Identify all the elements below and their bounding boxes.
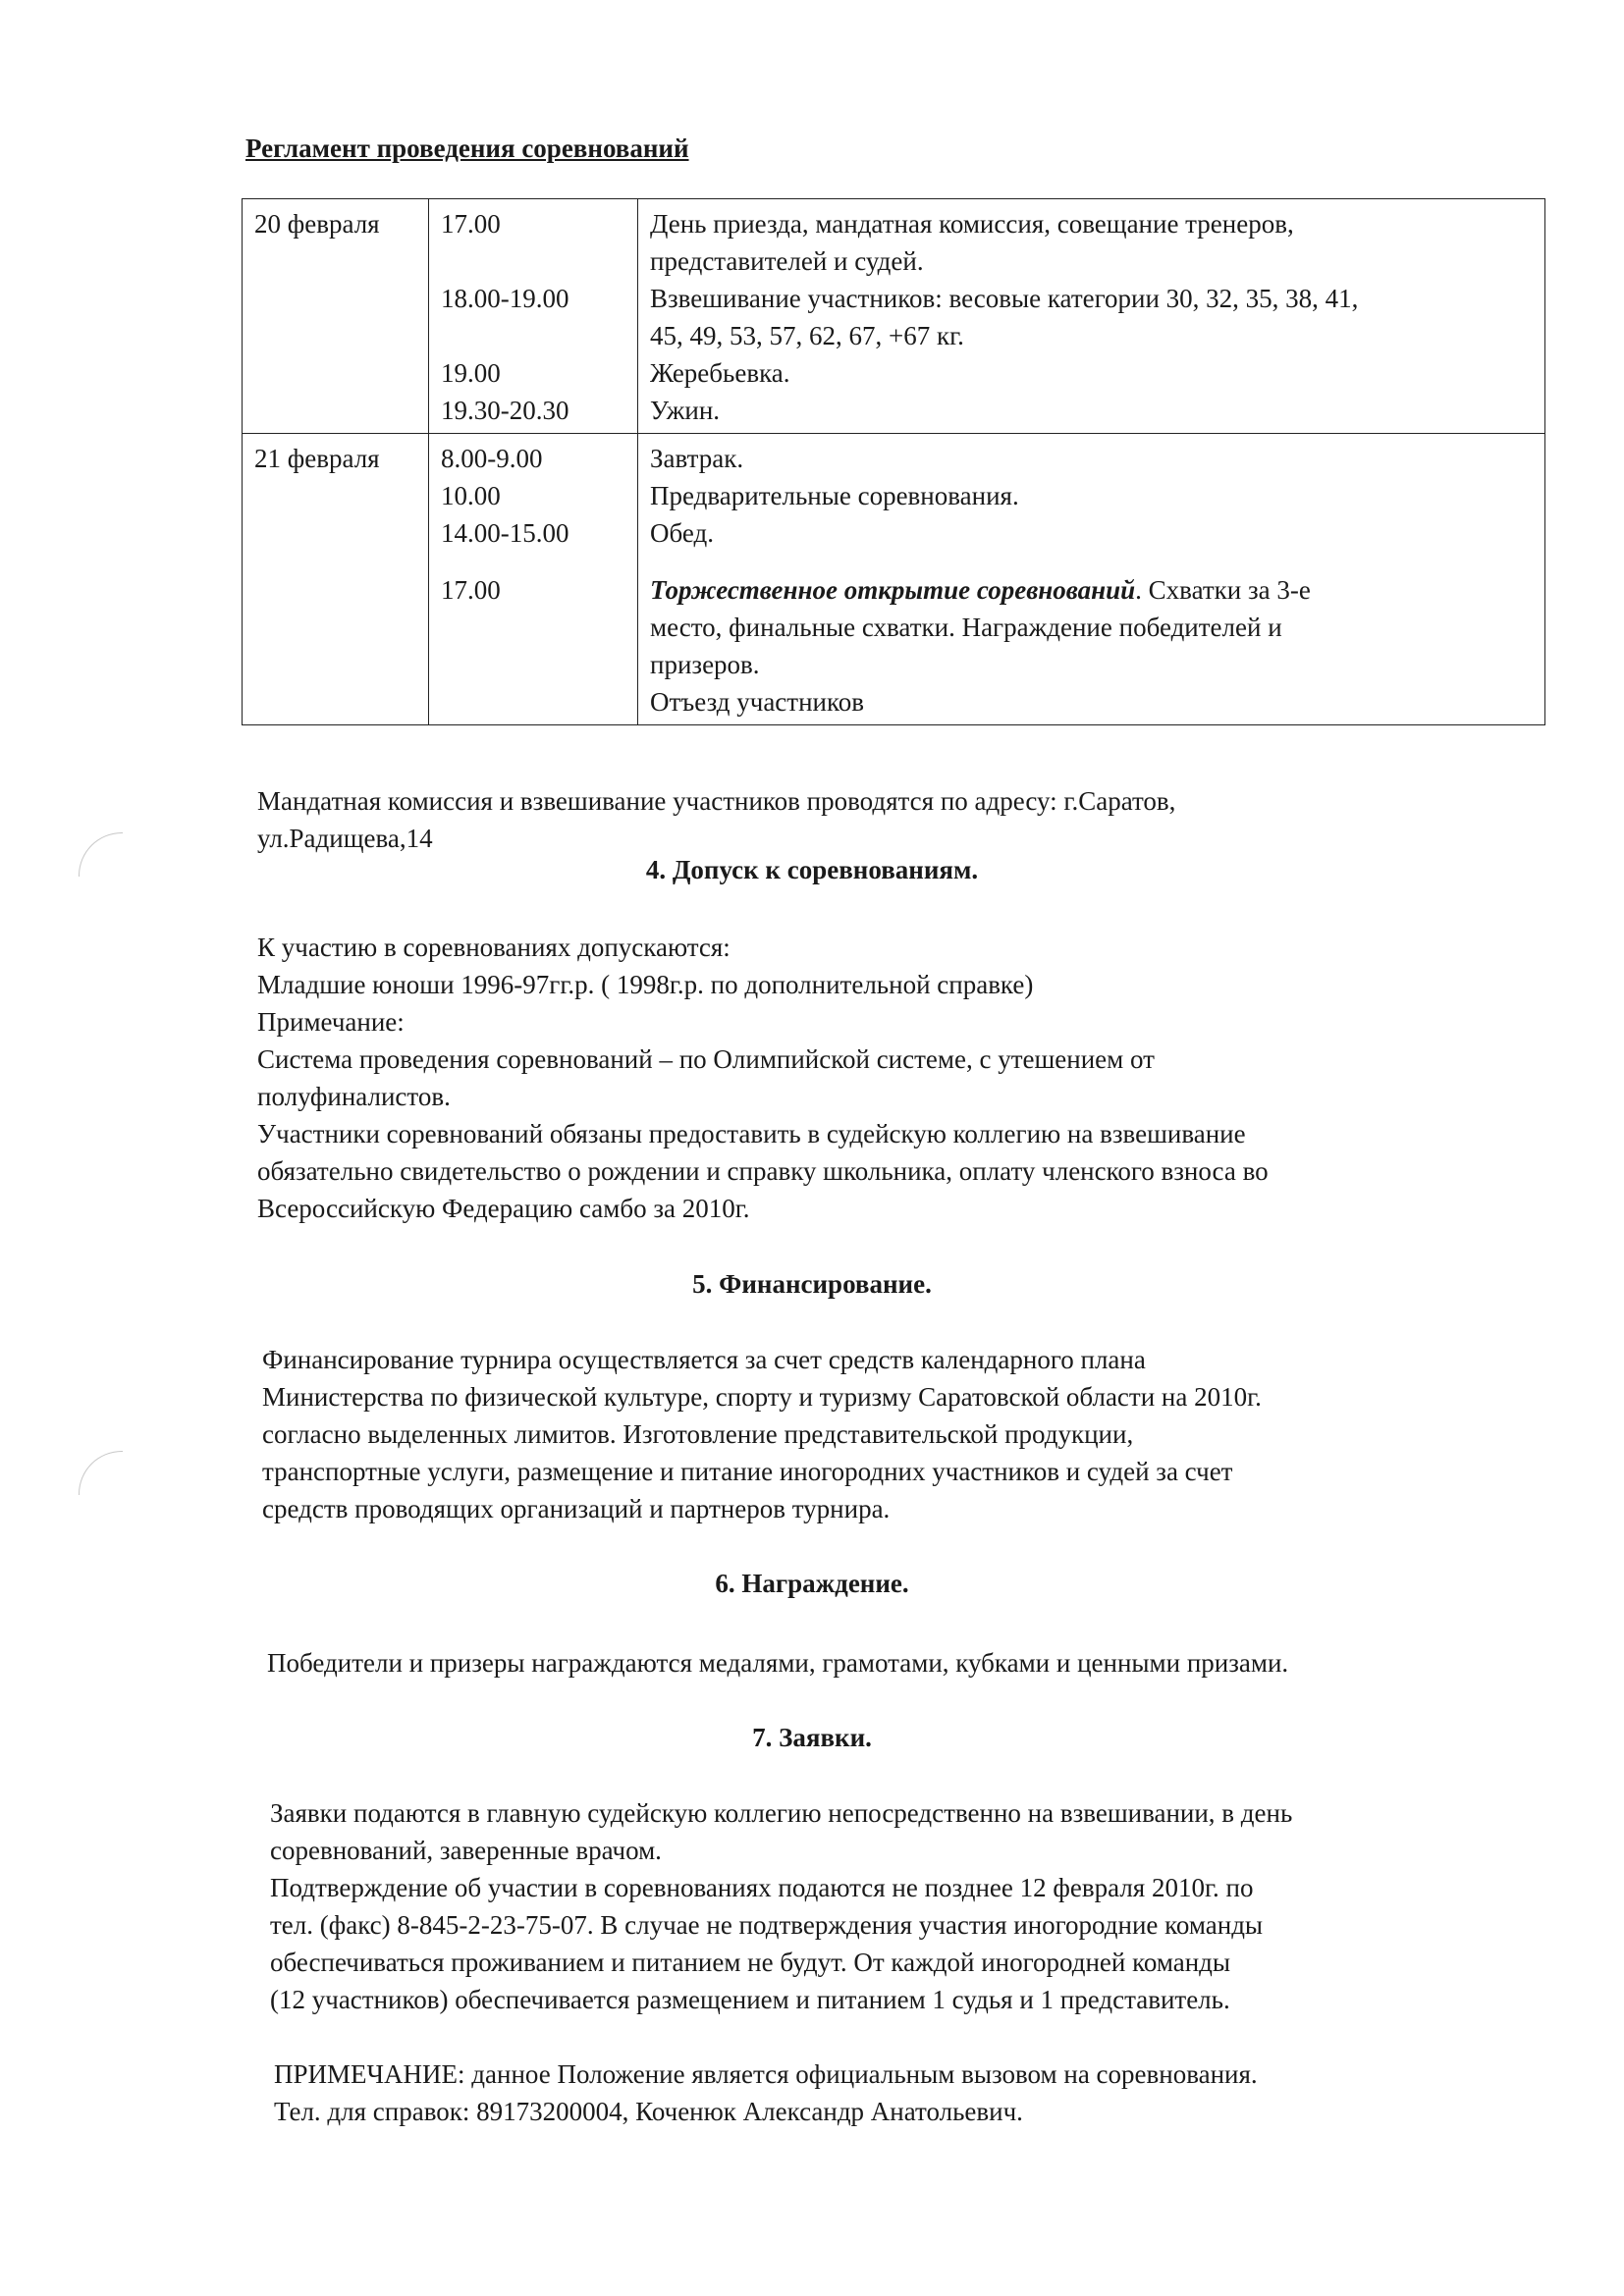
paragraph-line: Младшие юноши 1996-97гг.р. ( 1998г.р. по дополнительной справке) (257, 970, 1034, 999)
applications-paragraph (270, 1794, 1292, 2018)
paragraph-line: согласно выделенных лимитов. Изготовление представительской продукции, (262, 1419, 1134, 1449)
event-cell (638, 199, 1545, 434)
time-value: 10.00 (441, 481, 501, 510)
paragraph-line: Министерства по физической культуре, спорту и туризму Саратовской области на 2010г. (262, 1382, 1262, 1412)
paragraph-line: Мандатная комиссия и взвешивание участников проводятся по адресу: г.Саратов, (257, 786, 1176, 816)
event-text: 45, 49, 53, 57, 62, 67, +67 кг. (650, 321, 964, 350)
section-title-admission: 4. Допуск к соревнованиям. (645, 855, 979, 884)
paragraph-line: Тел. для справок: 89173200004, Коченюк Александр Анатольевич. (274, 2097, 1023, 2126)
event-emphasis: Торжественное открытие соревнований (650, 575, 1136, 605)
time-value: 8.00-9.00 (441, 444, 543, 473)
schedule-heading: Регламент проведения соревнований (245, 133, 689, 163)
paragraph-line: Участники соревнований обязаны предоставить в судейскую коллегию на взвешивание (257, 1119, 1246, 1148)
paragraph-line: ул.Радищева,14 (257, 824, 433, 853)
event-text: Жеребьевка. (650, 358, 790, 388)
time-value: 19.00 (441, 358, 501, 388)
section-title-awards: 6. Награждение. (715, 1569, 909, 1598)
event-text: Отъезд участников (650, 687, 864, 717)
date-cell: 21 февраля (243, 434, 429, 725)
event-text: Завтрак. (650, 444, 744, 473)
section-title-applications: 7. Заявки. (752, 1723, 872, 1752)
time-cell (429, 434, 638, 725)
financing-paragraph (262, 1341, 1262, 1527)
time-value: 19.30-20.30 (441, 396, 569, 425)
event-text: место, финальные схватки. Награждение победителей и (650, 613, 1282, 642)
admission-paragraph (257, 929, 1269, 1227)
event-text: призеров. (650, 650, 760, 679)
paragraph-line: Примечание: (257, 1007, 405, 1037)
schedule-row-day-2 (243, 434, 1545, 725)
paragraph-line: Подтверждение об участии в соревнованиях подаются не позднее 12 февраля 2010г. по (270, 1873, 1254, 1902)
time-value: 17.00 (441, 209, 501, 239)
paragraph-line: ПРИМЕЧАНИЕ: данное Положение является официальным вызовом на соревнования. (274, 2059, 1258, 2089)
section-title-financing: 5. Финансирование. (692, 1269, 932, 1299)
event-text: Обед. (650, 518, 714, 548)
time-value: 14.00-15.00 (441, 518, 569, 548)
paragraph-line: средств проводящих организаций и партнеров турнира. (262, 1494, 891, 1523)
schedule-table (242, 198, 1545, 725)
paragraph-line: Победители и призеры награждаются медалями, грамотами, кубками и ценными призами. (267, 1648, 1289, 1678)
event-text: представителей и судей. (650, 246, 924, 276)
event-cell (638, 434, 1545, 725)
event-text: Предварительные соревнования. (650, 481, 1019, 510)
paragraph-line: Заявки подаются в главную судейскую коллегию непосредственно на взвешивании, в день (270, 1798, 1293, 1828)
event-text-tail: . Схватки за 3-е (1135, 575, 1311, 605)
paragraph-line: Финансирование турнира осуществляется за счет средств календарного плана (262, 1345, 1146, 1374)
note-paragraph (274, 2056, 1258, 2130)
paragraph-line: обязательно свидетельство о рождении и справку школьника, оплату членского взноса во (257, 1156, 1269, 1186)
venue-paragraph (257, 782, 1175, 857)
time-value: 18.00-19.00 (441, 284, 569, 313)
time-cell (429, 199, 638, 434)
event-text: Ужин. (650, 396, 721, 425)
paragraph-line: обеспечиваться проживанием и питанием не будут. От каждой иногородней команды (270, 1948, 1231, 1977)
date-cell: 20 февраля (243, 199, 429, 434)
event-text: День приезда, мандатная комиссия, совещание тренеров, (650, 209, 1294, 239)
event-text (650, 571, 1533, 609)
paragraph-line: соревнований, заверенные врачом. (270, 1836, 662, 1865)
paragraph-line: полуфиналистов. (257, 1082, 451, 1111)
punch-hole-mark (79, 1451, 123, 1495)
paragraph-line: Система проведения соревнований – по Олимпийской системе, с утешением от (257, 1044, 1155, 1074)
awards-paragraph (267, 1644, 1288, 1682)
paragraph-line: транспортные услуги, размещение и питание иногородних участников и судей за счет (262, 1457, 1233, 1486)
paragraph-line: (12 участников) обеспечивается размещением и питанием 1 судья и 1 представитель. (270, 1985, 1230, 2014)
paragraph-line: К участию в соревнованиях допускаются: (257, 933, 731, 962)
paragraph-line: тел. (факс) 8-845-2-23-75-07. В случае не подтверждения участия иногородние команды (270, 1910, 1264, 1940)
time-value: 17.00 (441, 575, 501, 605)
schedule-row-day-1 (243, 199, 1545, 434)
event-text: Взвешивание участников: весовые категории 30, 32, 35, 38, 41, (650, 284, 1359, 313)
paragraph-line: Всероссийскую Федерацию самбо за 2010г. (257, 1194, 750, 1223)
